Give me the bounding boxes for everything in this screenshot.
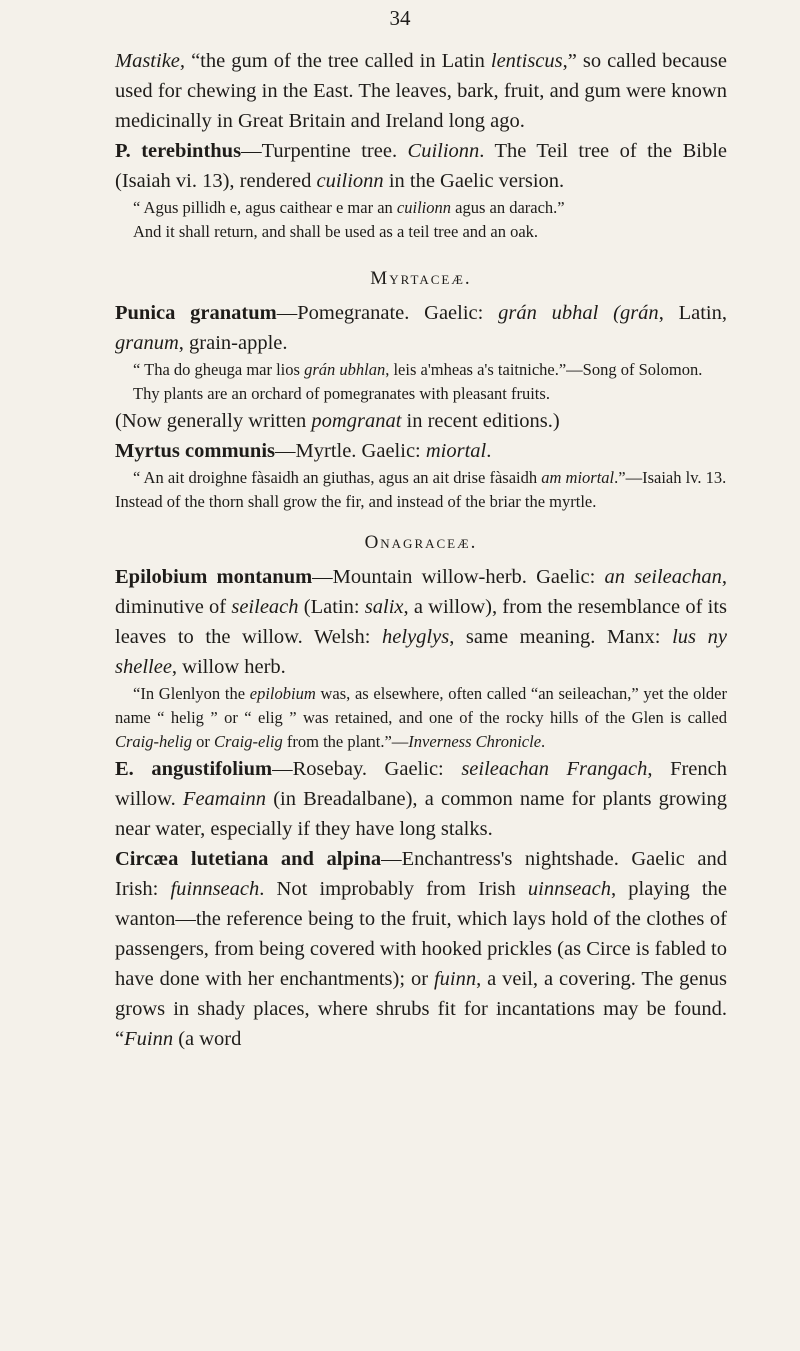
page-number: 34: [389, 6, 411, 30]
entry-punica: Punica granatum—Pomegranate. Gaelic: grán ubhal (grán, Latin, granum, grain-apple.: [115, 302, 727, 354]
genus-punica: Punica granatum: [115, 302, 277, 324]
quote-inverness-chronicle: “In Glenlyon the epilobium was, as elsewhere, often called “an seileachan,” yet the older name “ helig ” or “ elig ” was retained, and one of the rocky hills of the Glen is called Craig-helig or Craig-elig from the plant.”—Inverness Chronicle.: [115, 684, 727, 751]
quote-song-of-solomon: “ Tha do gheuga mar lios grán ubhlan, leis a'mheas a's taitniche.”—Song of Solomon.: [133, 360, 703, 379]
quote-english-pomegranates: Thy plants are an orchard of pomegranates with pleasant fruits.: [133, 384, 550, 403]
entry-myrtus: Myrtus communis—Myrtle. Gaelic: miortal.: [115, 440, 492, 462]
genus-myrtus: Myrtus communis: [115, 440, 276, 462]
note-pomgranat: (Now generally written pomgranat in recent editions.): [115, 410, 560, 432]
genus-terebinthus: P. terebinthus: [115, 140, 242, 162]
quote-english-isaiah: And it shall return, and shall be used as a teil tree and an oak.: [133, 222, 539, 241]
heading-onagraceae: Onagraceæ.: [364, 532, 478, 553]
genus-circaea: Circæa lutetiana and alpina: [115, 848, 382, 870]
term-mastike: Mastike,: [115, 50, 186, 72]
quote-english-myrtle: Instead of the thorn shall grow the fir, and instead of the briar the myrtle.: [115, 492, 597, 511]
entry-angustifolium: E. angustifolium—Rosebay. Gaelic: seileachan Frangach, French willow. Feamainn (in Breadalbane), a common name for plants growing near water, especially if they have long stalks.: [115, 758, 728, 840]
entry-circaea: Circæa lutetiana and alpina—Enchantress's nightshade. Gaelic and Irish: fuinnseach. Not improbably from Irish uinnseach, playing the wanton—the reference being to the fruit, which lays hold of the clothes of passengers, from being covered with hooked prickles (as Circe is fabled to have done with her enchantments); or fuinn, a veil, a covering. The genus grows in shady places, where shrubs fit for incantations may be found. “Fuinn (a word: [115, 848, 727, 1050]
quote-gaelic-isaiah: “ Agus pillidh e, agus caithear e mar an cuilionn agus an darach.”: [133, 198, 565, 217]
entry-epilobium: Epilobium montanum—Mountain willow-herb. Gaelic: an seileachan, diminutive of seileach (Latin: salix, a willow), from the resemblance of its leaves to the willow. Welsh: helyglys, same meaning. Manx: lus ny shellee, willow herb.: [115, 566, 727, 678]
heading-myrtaceae: Myrtaceæ.: [370, 268, 472, 289]
quote-isaiah-lv: “ An ait droighne fàsaidh an giuthas, agus an ait drise fàsaidh am miortal.”—Isaiah lv. 13.: [133, 468, 727, 487]
genus-angustifolium: E. angustifolium: [115, 758, 273, 780]
entry-mastike: Mastike, “the gum of the tree called in Latin lentiscus,” so called because used for chewing in the East. The leaves, bark, fruit, and gum were known medicinally in Great Britain and Ireland long ago.: [115, 50, 727, 132]
entry-terebinthus: P. terebinthus—Turpentine tree. Cuilionn. The Teil tree of the Bible (Isaiah vi. 13), rendered cuilionn in the Gaelic version.: [115, 140, 728, 192]
text-column: [115, 46, 727, 1054]
genus-epilobium: Epilobium montanum: [115, 566, 313, 588]
